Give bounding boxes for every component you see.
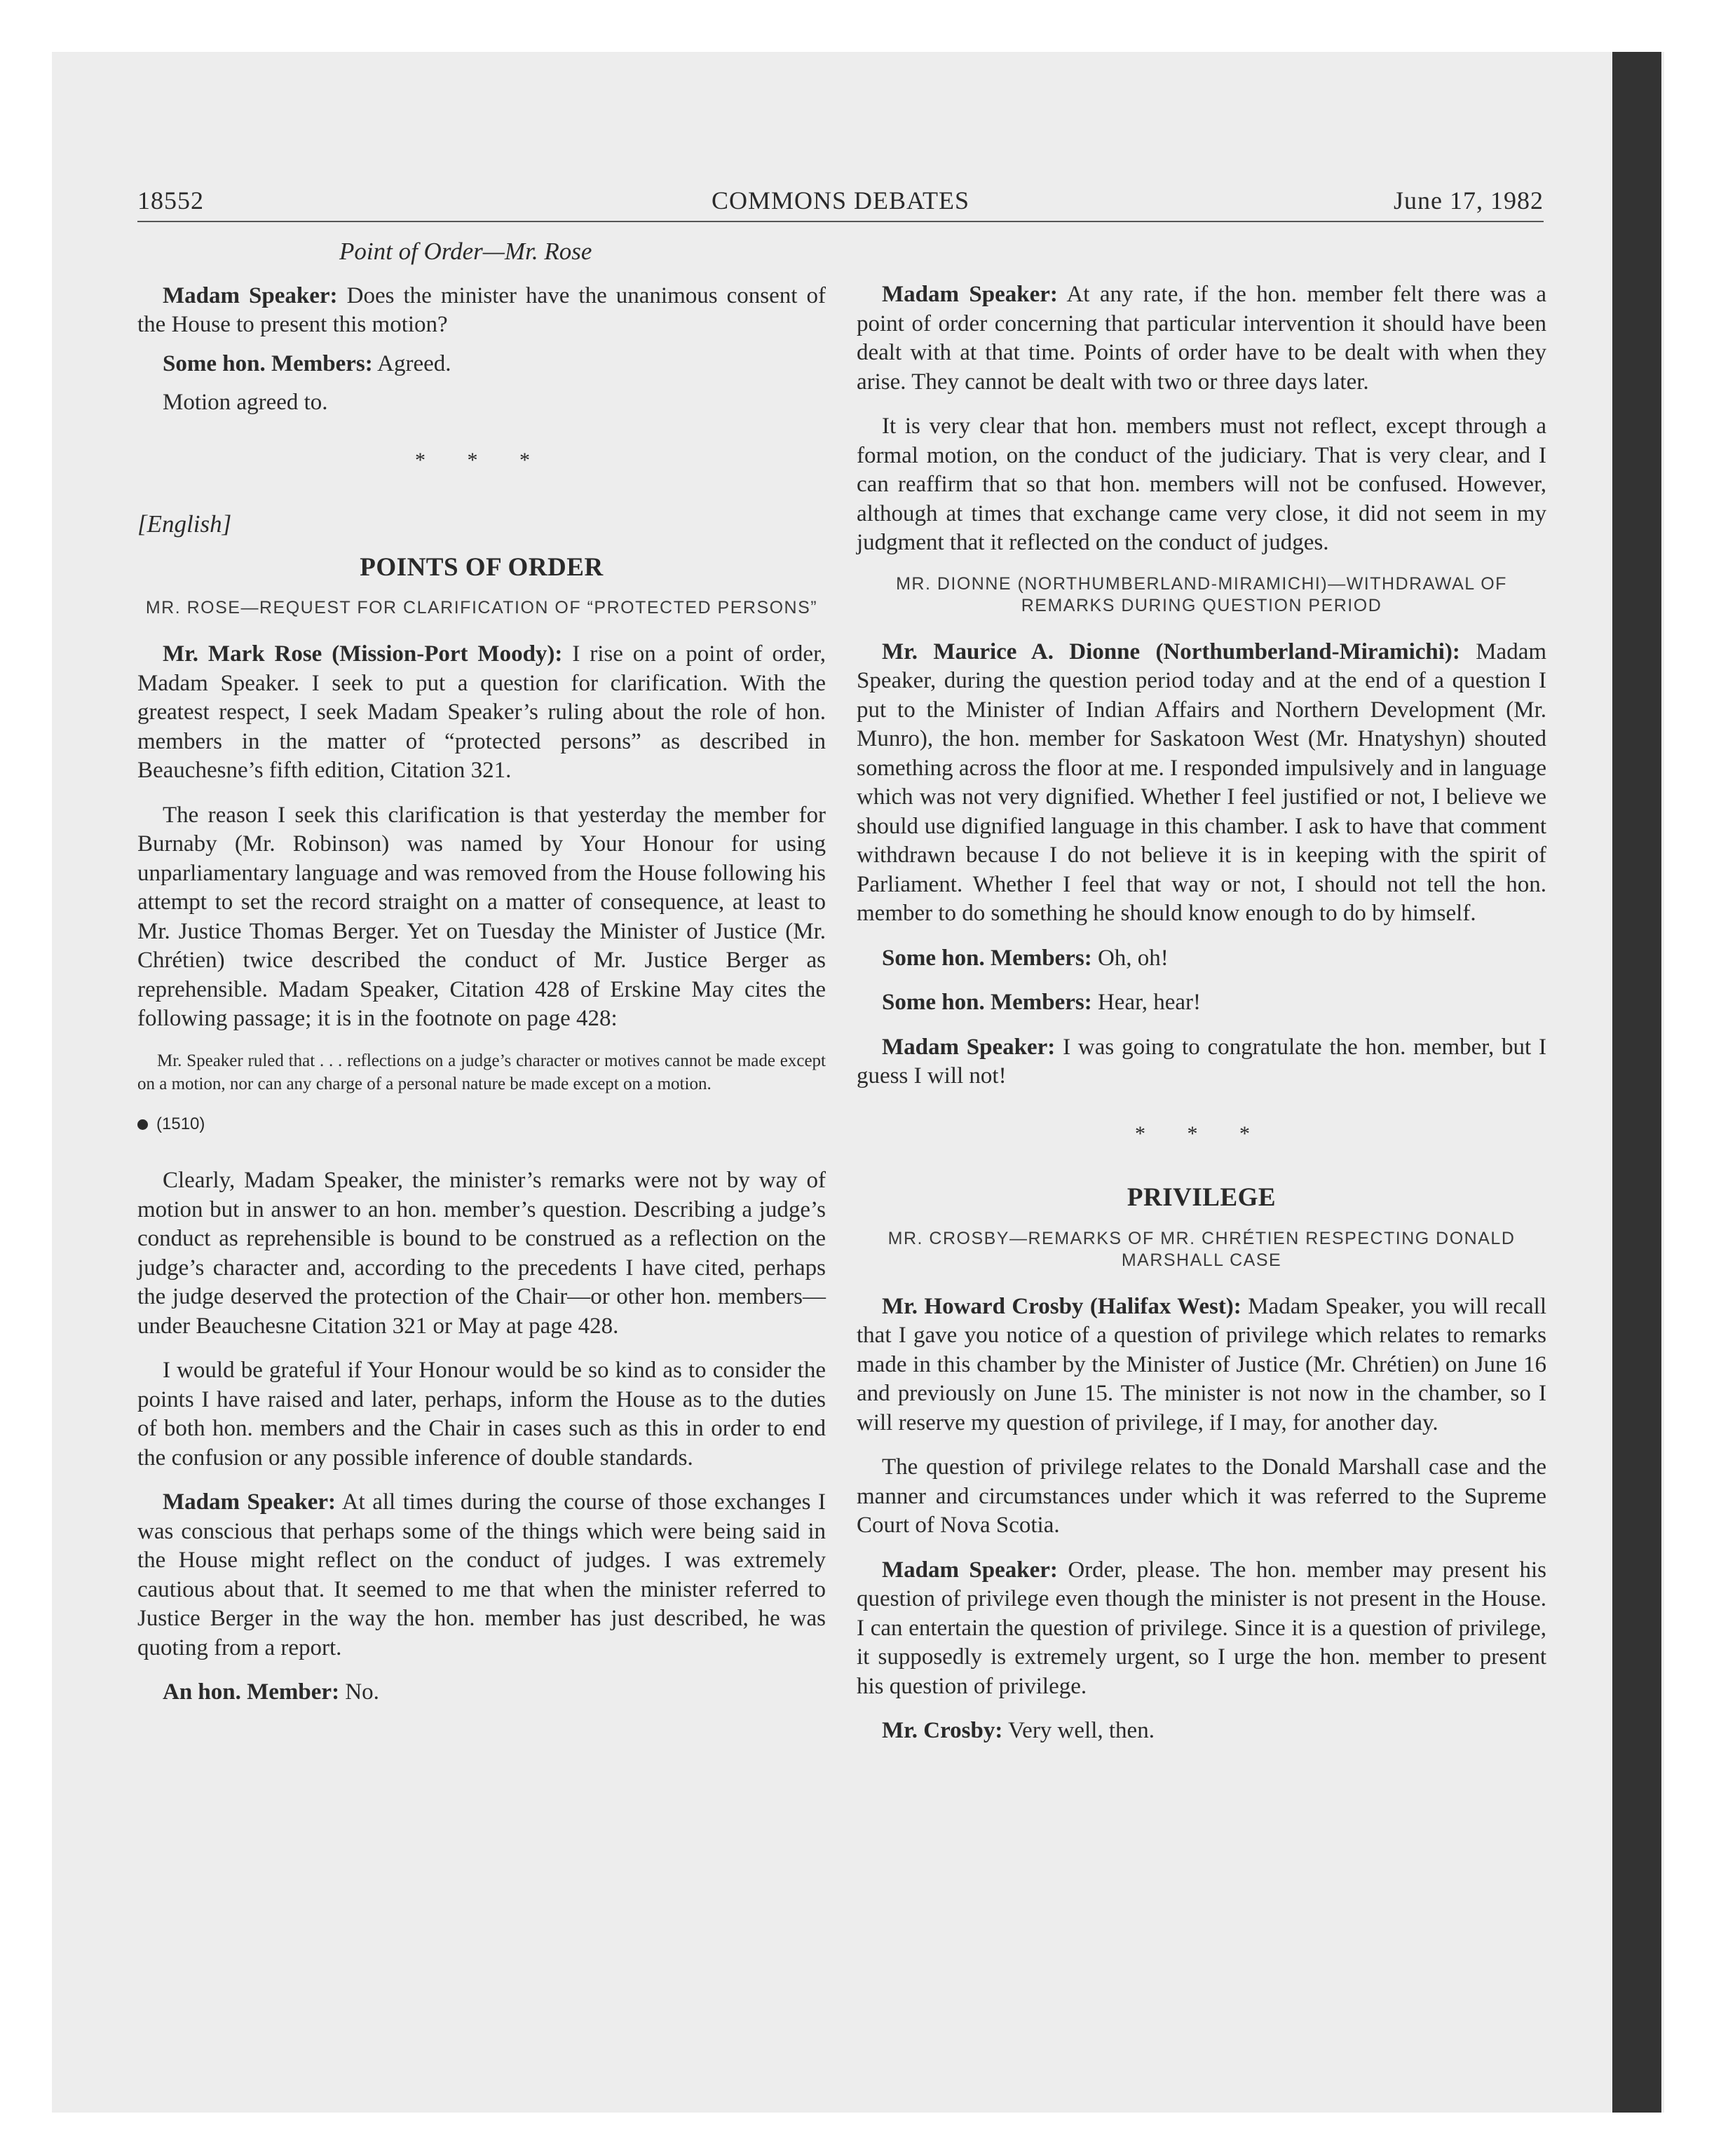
speech-text: Order, please. The hon. member may present his question of privilege even though the minister is not present in the House. I can entertain the question of privilege. Since it is a question of privilege, it supposedly is extremely urgent, so I urge the hon. member to present his question of privilege. xyxy=(857,1557,1547,1699)
speech-text: Agreed. xyxy=(377,350,451,376)
speaker-name: Madam Speaker: xyxy=(163,1489,336,1515)
section-separator: * * * xyxy=(415,448,548,472)
subheading: MR. ROSE—REQUEST FOR CLARIFICATION OF “PROTECTED PERSONS” xyxy=(145,598,818,618)
left-column xyxy=(137,237,826,1723)
time-marker-text: (1510) xyxy=(156,1114,205,1133)
speaker-name: Some hon. Members: xyxy=(882,990,1092,1015)
paragraph xyxy=(137,1488,826,1663)
paragraph: Clearly, Madam Speaker, the minister’s remarks were not by way of motion but in answer to an hon. member’s question. Describing a judge’s conduct as reprehensible is bound to be construed as a reflection on the judge’s character and, according to the precedents I have cited, perhaps the judge deserved the protection of the Chair—or other hon. members—under Beauchesne Citation 321 or May at page 428. xyxy=(137,1168,826,1339)
speech-text: Madam Speaker, you will recall that I gave you notice of a question of privilege which relates to remarks made in this chamber by the Minister of Justice (Mr. Chrétien) on June 16 and previously on June 15. The minister is not now in the chamber, so I will reserve my question of privilege, if I may, for another day. xyxy=(857,1293,1547,1435)
paragraph xyxy=(137,1678,826,1707)
paragraph xyxy=(857,1033,1546,1091)
speech-text: Oh, oh! xyxy=(1097,945,1169,971)
paragraph: The reason I seek this clarification is that yesterday the member for Burnaby (Mr. Robinson) was named by Your Honour for using unparliamentary language and was removed from the House following his attempt to set the record straight on a matter of consequence, at least to Mr. Justice Thomas Berger. Yet on Tuesday the Minister of Justice (Mr. Chrétien) twice described the conduct of Mr. Justice Berger as reprehensible. Madam Speaker, Citation 428 of Erskine May cites the following passage; it is in the footnote on page 428: xyxy=(137,802,826,1031)
language-tag: [English] xyxy=(137,510,232,538)
speaker-name: Mr. Crosby: xyxy=(882,1718,1003,1743)
paragraph xyxy=(137,282,826,340)
block-quote: Mr. Speaker ruled that . . . reflections on a judge’s character or motives cannot be made except on a motion, nor can any charge of a personal nature be made except on a motion. xyxy=(137,1051,826,1093)
speech-text: Madam Speaker, during the question period today and at the end of a question I put to the Minister of Indian Affairs and Northern Development (Mr. Munro), the hon. member for Saskatoon West (Mr. Hnatyshyn) shouted something across the floor at me. I responded impulsively and in language which was not very dignified. Whether I feel justified or not, I believe we should use dignified language in this chamber. I ask to have that comment withdrawn because I do not believe it is in keeping with the spirit of Parliament. Whether I feel that way or not, I should not tell the hon. member to do something he should know enough to do by himself. xyxy=(857,639,1547,926)
speaker-name: Madam Speaker: xyxy=(882,282,1058,307)
speech-text: Does the minister have the unanimous consent of the House to present this motion? xyxy=(137,282,826,337)
section-heading: POINTS OF ORDER xyxy=(360,552,604,582)
speaker-name: Madam Speaker: xyxy=(882,1557,1058,1583)
speech-text: Hear, hear! xyxy=(1097,990,1202,1015)
publication-title: COMMONS DEBATES xyxy=(711,186,970,214)
speaker-name: Mr. Maurice A. Dionne (Northumberland-Miramichi): xyxy=(882,639,1460,664)
right-column xyxy=(857,280,1546,1761)
time-marker xyxy=(137,1110,826,1139)
paragraph xyxy=(857,988,1546,1018)
paragraph xyxy=(857,1556,1546,1702)
paragraph xyxy=(137,640,826,786)
paragraph: Motion agreed to. xyxy=(163,390,328,415)
speech-text: At all times during the course of those exchanges I was conscious that perhaps some of the things which were being said in the House might reflect on the conduct of judges. I was extremely cautious about that. It seemed to me that when the minister referred to Justice Berger in the way the hon. member has just described, he was quoting from a report. xyxy=(137,1489,826,1660)
speech-text: I rise on a point of order, Madam Speaker. I seek to put a question for clarification. With the greatest respect, I seek Madam Speaker’s ruling about the role of hon. members in the matter of “protected persons” as described in Beauchesne’s fifth edition, Citation 321. xyxy=(137,641,826,783)
speech-text: At any rate, if the hon. member felt there was a point of order concerning that particular intervention it should have been dealt with at that time. Points of order have to be dealt with when they arise. They cannot be dealt with two or three days later. xyxy=(857,282,1546,395)
subheading: MR. DIONNE (NORTHUMBERLAND-MIRAMICHI)—WITHDRAWAL OF REMARKS DURING QUESTION PERIOD xyxy=(896,573,1507,615)
paragraph xyxy=(857,1717,1546,1746)
speaker-name: Madam Speaker: xyxy=(882,1034,1056,1060)
paragraph xyxy=(857,638,1546,929)
paragraph xyxy=(857,280,1546,397)
page-header xyxy=(137,186,1544,222)
speaker-name: Mr. Mark Rose (Mission-Port Moody): xyxy=(163,641,563,667)
speaker-name: Madam Speaker: xyxy=(163,282,338,308)
paragraph xyxy=(137,350,826,379)
paragraph: The question of privilege relates to the Donald Marshall case and the manner and circumstances under which it was referred to the Supreme Court of Nova Scotia. xyxy=(857,1454,1546,1538)
page-date: June 17, 1982 xyxy=(1394,186,1544,214)
speaker-name: Mr. Howard Crosby (Halifax West): xyxy=(882,1293,1241,1319)
paragraph: It is very clear that hon. members must not reflect, except through a formal motion, on the conduct of the judiciary. That is very clear, and I can reaffirm that so that hon. members will not be confused. However, although at times that exchange came very close, it did not seem in my judgment that it reflected on the conduct of judges. xyxy=(857,414,1546,555)
scan-edge-bar xyxy=(1612,52,1661,2113)
section-caption: Point of Order—Mr. Rose xyxy=(339,238,592,265)
bullet-icon xyxy=(137,1119,148,1130)
speaker-name: Some hon. Members: xyxy=(163,350,373,376)
paragraph: I would be grateful if Your Honour would be so kind as to consider the points I have raised and later, perhaps, inform the House as to the duties of both hon. members and the Chair in cases such as this in order to end the confusion or any possible inference of double standards. xyxy=(137,1358,826,1471)
speech-text: I was going to congratulate the hon. member, but I guess I will not! xyxy=(857,1034,1546,1089)
speech-text: No. xyxy=(345,1679,379,1705)
page-number: 18552 xyxy=(137,186,204,214)
subheading: MR. CROSBY—REMARKS OF MR. CHRÉTIEN RESPECTING DONALD MARSHALL CASE xyxy=(887,1228,1516,1270)
paragraph xyxy=(857,944,1546,974)
paragraph xyxy=(857,1292,1546,1438)
speaker-name: An hon. Member: xyxy=(163,1679,340,1705)
section-heading: PRIVILEGE xyxy=(1127,1183,1277,1212)
section-separator: * * * xyxy=(1135,1121,1268,1145)
speaker-name: Some hon. Members: xyxy=(882,945,1092,971)
speech-text: Very well, then. xyxy=(1008,1718,1155,1743)
